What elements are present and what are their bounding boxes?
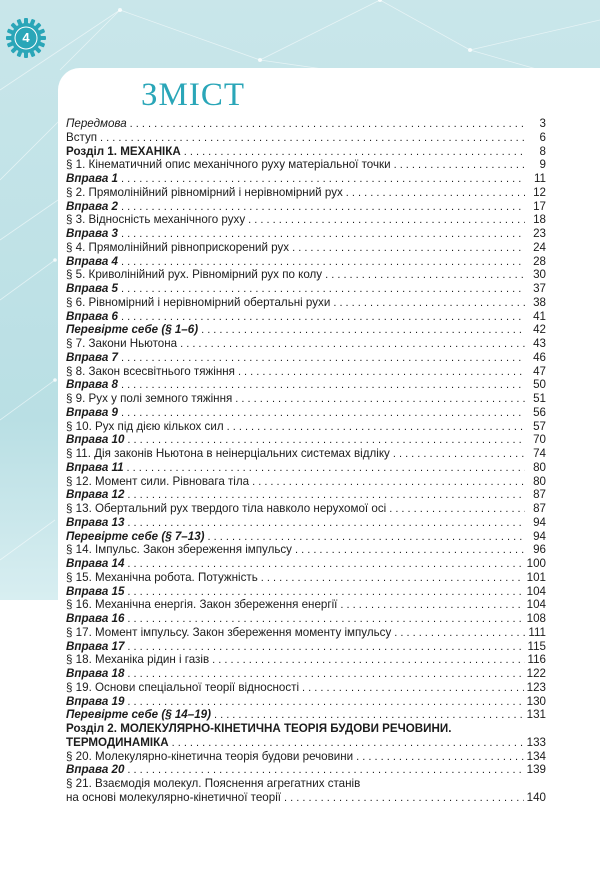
dot-leader <box>394 159 525 171</box>
dot-leader <box>127 462 525 474</box>
toc-entry[interactable] <box>66 653 546 667</box>
toc-entry[interactable] <box>66 406 546 420</box>
dot-leader <box>172 737 524 749</box>
toc-entry-page: 17 <box>533 199 546 213</box>
toc-entry-page: 100 <box>526 557 546 570</box>
toc-entry[interactable] <box>66 200 546 214</box>
toc-entry-title: Вправа 9 <box>66 405 118 419</box>
toc-entry-title: Розділ 2. МОЛЕКУЛЯРНО-КІНЕТИЧНА ТЕОРІЯ БУДОВИ РЕЧОВИНИ. <box>66 722 452 735</box>
toc-entry[interactable] <box>66 475 546 489</box>
page-title: ЗМІСТ <box>141 77 246 113</box>
toc-entry[interactable] <box>66 667 546 681</box>
toc-entry-continuation[interactable] <box>66 791 546 805</box>
toc-entry-page: 28 <box>533 254 546 268</box>
toc-entry[interactable] <box>66 433 546 447</box>
toc-entry[interactable] <box>66 722 546 736</box>
dot-leader <box>121 352 525 364</box>
toc-entry-page: 57 <box>533 419 546 433</box>
dot-leader <box>208 531 525 543</box>
toc-entry[interactable] <box>66 296 546 310</box>
toc-entry-title: § 4. Прямолінійний рівноприскорений рух <box>66 240 290 254</box>
dot-leader <box>235 393 525 405</box>
toc-entry-title: Перевірте себе (§ 7–13) <box>66 529 205 543</box>
toc-entry-title: Вправа 16 <box>66 612 125 625</box>
toc-entry[interactable] <box>66 681 546 695</box>
toc-entry-title: Вправа 7 <box>66 350 118 364</box>
toc-entry-title: § 8. Закон всесвітнього тяжіння <box>66 364 235 378</box>
toc-entry-page: 115 <box>527 639 546 653</box>
toc-entry-page: 43 <box>533 337 546 350</box>
dot-leader <box>180 338 525 350</box>
dot-leader <box>295 544 525 556</box>
toc-entry[interactable] <box>66 626 546 640</box>
dot-leader <box>346 187 525 199</box>
dot-leader <box>261 572 524 584</box>
toc-entry[interactable] <box>66 571 546 585</box>
toc-entry[interactable] <box>66 420 546 434</box>
toc-entry[interactable] <box>66 708 546 722</box>
toc-entry-page: 56 <box>533 405 546 419</box>
toc-entry-page: 94 <box>533 515 546 529</box>
dot-leader <box>127 696 523 708</box>
toc-entry-title: § 6. Рівномірний і нерівномірний обертальні рухи <box>66 295 331 309</box>
toc-entry-page: 42 <box>533 323 546 337</box>
dot-leader <box>130 118 525 130</box>
dot-leader <box>121 311 525 323</box>
toc-entry[interactable] <box>66 268 546 282</box>
toc-entry[interactable] <box>66 502 546 516</box>
dot-leader <box>248 214 525 226</box>
toc-entry[interactable] <box>66 255 546 269</box>
dot-leader <box>201 324 525 336</box>
dot-leader <box>100 132 525 144</box>
toc-entry-page: 24 <box>533 240 546 254</box>
dot-leader <box>292 242 525 254</box>
toc-entry[interactable] <box>66 282 546 296</box>
toc-entry[interactable] <box>66 213 546 227</box>
toc-entry-page: 9 <box>539 158 546 172</box>
dot-leader <box>127 764 523 776</box>
dot-leader <box>325 269 525 281</box>
toc-entry-title: § 18. Механіка рідин і газів <box>66 653 210 667</box>
toc-entry[interactable] <box>66 131 546 145</box>
page-number-badge <box>4 16 48 60</box>
dot-leader <box>127 489 525 501</box>
toc-entry-page: 108 <box>526 612 546 625</box>
toc-entry-title: Вправа 8 <box>66 378 118 392</box>
dot-leader <box>252 476 525 488</box>
toc-entry-title: Вправа 3 <box>66 227 118 240</box>
toc-entry-title: Вправа 10 <box>66 433 125 447</box>
toc-entry-page: 104 <box>526 584 546 598</box>
toc-entry-page: 51 <box>533 392 546 405</box>
toc-entry-page: 47 <box>533 364 546 378</box>
dot-leader <box>212 654 524 666</box>
toc-entry-page: 41 <box>533 309 546 323</box>
toc-entry-page: 74 <box>533 447 546 460</box>
dot-leader <box>127 613 523 625</box>
dot-leader <box>214 709 524 721</box>
dot-leader <box>127 668 523 680</box>
toc-entry-title: § 16. Механічна енергія. Закон збереження енергії <box>66 598 338 612</box>
toc-entry[interactable] <box>66 530 546 544</box>
table-of-contents <box>66 117 546 805</box>
toc-entry[interactable] <box>66 172 546 186</box>
toc-entry[interactable] <box>66 777 546 791</box>
toc-entry-page: 130 <box>526 694 546 708</box>
toc-entry-page: 140 <box>526 790 546 804</box>
toc-entry[interactable] <box>66 543 546 557</box>
toc-entry-title: Вправа 11 <box>66 460 124 474</box>
toc-entry[interactable] <box>66 447 546 461</box>
dot-leader <box>121 407 525 419</box>
toc-entry-title: § 3. Відносність механічного руху <box>66 213 246 227</box>
dot-leader <box>227 421 525 433</box>
toc-entry-page: 101 <box>526 570 546 584</box>
toc-entry-title: § 12. Момент сили. Рівновага тіла <box>66 474 250 488</box>
toc-entry[interactable] <box>66 337 546 351</box>
toc-entry[interactable] <box>66 117 546 131</box>
toc-entry-title: § 10. Рух під дією кількох сил <box>66 419 224 433</box>
toc-entry-page: 12 <box>533 185 546 199</box>
dot-leader <box>121 228 525 240</box>
toc-entry[interactable] <box>66 640 546 654</box>
toc-entry-page: 123 <box>526 680 546 694</box>
toc-entry-page: 111 <box>528 625 546 639</box>
toc-entry[interactable] <box>66 612 546 626</box>
dot-leader <box>121 283 525 295</box>
toc-entry-page: 139 <box>526 763 546 777</box>
toc-entry-page: 46 <box>533 350 546 364</box>
toc-entry-title: Перевірте себе (§ 14–19) <box>66 708 211 722</box>
toc-entry-title: § 13. Обертальний рух твердого тіла навколо нерухомої осі <box>66 502 387 515</box>
dot-leader <box>127 586 523 598</box>
toc-entry[interactable] <box>66 310 546 324</box>
toc-entry[interactable] <box>66 488 546 502</box>
toc-entry-page: 116 <box>527 653 546 667</box>
toc-entry-title: § 2. Прямолінійний рівномірний і нерівномірний рух <box>66 185 343 199</box>
toc-entry-title: Вправа 14 <box>66 557 125 570</box>
toc-entry-continuation[interactable] <box>66 736 546 750</box>
dot-leader <box>393 448 525 460</box>
dot-leader <box>127 558 523 570</box>
toc-entry-page: 87 <box>533 488 546 502</box>
page-number: 4 <box>22 30 30 45</box>
toc-entry-title: Вправа 2 <box>66 199 118 213</box>
toc-entry[interactable] <box>66 351 546 365</box>
toc-entry-title: § 11. Дія законів Ньютона в неінерціальних системах відліку <box>66 447 390 460</box>
toc-entry[interactable] <box>66 695 546 709</box>
toc-entry-title: § 21. Взаємодія молекул. Пояснення агрегатних станів <box>66 777 361 790</box>
toc-entry-page: 30 <box>533 268 546 282</box>
toc-entry-page: 23 <box>533 227 546 240</box>
toc-entry-title: § 7. Закони Ньютона <box>66 337 178 350</box>
toc-entry-title: § 9. Рух у полі земного тяжіння <box>66 392 233 405</box>
toc-entry-title: Вправа 19 <box>66 694 125 708</box>
toc-entry-title: Передмова <box>66 117 127 130</box>
toc-entry-title: Вправа 1 <box>66 172 118 185</box>
toc-entry-title: Перевірте себе (§ 1–6) <box>66 323 199 337</box>
dot-leader <box>302 682 524 694</box>
dot-leader <box>238 366 525 378</box>
toc-entry-page: 37 <box>533 282 546 295</box>
toc-entry-title: § 20. Молекулярно-кінетична теорія будови речовини <box>66 749 354 763</box>
toc-entry-page: 18 <box>533 213 546 227</box>
toc-entry[interactable] <box>66 516 546 530</box>
dot-leader <box>121 379 525 391</box>
dot-leader <box>121 201 525 213</box>
toc-entry[interactable] <box>66 461 546 475</box>
dot-leader <box>127 517 525 529</box>
toc-entry-page: 80 <box>533 474 546 488</box>
toc-entry-page: 134 <box>526 749 546 763</box>
toc-entry-page: 104 <box>526 598 546 612</box>
toc-entry-page: 133 <box>526 735 546 749</box>
dot-leader <box>121 173 525 185</box>
toc-entry-page: 70 <box>533 433 546 447</box>
toc-entry-title: Вправа 20 <box>66 763 125 777</box>
toc-entry[interactable] <box>66 227 546 241</box>
toc-entry-page: 3 <box>539 117 546 130</box>
dot-leader <box>333 297 525 309</box>
dot-leader <box>127 641 524 653</box>
toc-entry[interactable] <box>66 241 546 255</box>
toc-entry-title: Вправа 17 <box>66 639 125 653</box>
toc-entry-title: § 5. Криволінійний рух. Рівномірний рух по колу <box>66 268 323 282</box>
toc-entry-title: Розділ 1. МЕХАНІКА <box>66 144 181 158</box>
toc-entry-title: ТЕРМОДИНАМІКА <box>66 735 169 749</box>
toc-entry[interactable] <box>66 145 546 159</box>
toc-entry-title: Вступ <box>66 130 98 144</box>
toc-entry[interactable] <box>66 585 546 599</box>
toc-entry-title: Вправа 12 <box>66 488 125 502</box>
toc-entry[interactable] <box>66 763 546 777</box>
toc-entry-page: 87 <box>533 502 546 515</box>
toc-entry-page: 6 <box>539 130 546 144</box>
toc-entry-title: § 15. Механічна робота. Потужність <box>66 570 258 584</box>
toc-entry-page: 131 <box>526 708 546 722</box>
toc-entry-title: Вправа 18 <box>66 667 125 680</box>
dot-leader <box>121 256 525 268</box>
toc-entry[interactable] <box>66 158 546 172</box>
dot-leader <box>184 146 525 158</box>
dot-leader <box>394 627 525 639</box>
toc-entry-title: Вправа 5 <box>66 282 118 295</box>
toc-entry[interactable] <box>66 365 546 379</box>
toc-entry-title: § 17. Момент імпульсу. Закон збереження моменту імпульсу <box>66 625 392 639</box>
toc-entry-page: 50 <box>533 378 546 392</box>
dot-leader <box>127 434 525 446</box>
toc-entry[interactable] <box>66 392 546 406</box>
dot-leader <box>389 503 525 515</box>
toc-entry[interactable] <box>66 186 546 200</box>
toc-entry-page: 11 <box>533 172 546 185</box>
dot-leader <box>356 751 524 763</box>
toc-entry-page: 122 <box>526 667 546 680</box>
dot-leader <box>284 792 524 804</box>
toc-entry-title: § 1. Кінематичний опис механічного руху матеріальної точки <box>66 158 391 172</box>
toc-entry[interactable] <box>66 378 546 392</box>
toc-entry-title: § 19. Основи спеціальної теорії відносності <box>66 680 300 694</box>
toc-entry-title: Вправа 13 <box>66 515 125 529</box>
toc-entry-page: 8 <box>539 144 546 158</box>
toc-entry-title: на основі молекулярно-кінетичної теорії <box>66 790 281 804</box>
toc-entry-page: 80 <box>533 460 546 474</box>
toc-entry[interactable] <box>66 557 546 571</box>
toc-entry[interactable] <box>66 598 546 612</box>
toc-entry[interactable] <box>66 323 546 337</box>
toc-entry-page: 94 <box>533 529 546 543</box>
toc-entry-title: Вправа 6 <box>66 309 118 323</box>
toc-entry-page: 96 <box>533 543 546 557</box>
toc-entry-title: Вправа 4 <box>66 254 118 268</box>
toc-entry[interactable] <box>66 750 546 764</box>
toc-entry-page: 38 <box>533 295 546 309</box>
dot-leader <box>340 599 523 611</box>
toc-entry-title: Вправа 15 <box>66 584 125 598</box>
toc-entry-title: § 14. Імпульс. Закон збереження імпульсу <box>66 543 292 557</box>
